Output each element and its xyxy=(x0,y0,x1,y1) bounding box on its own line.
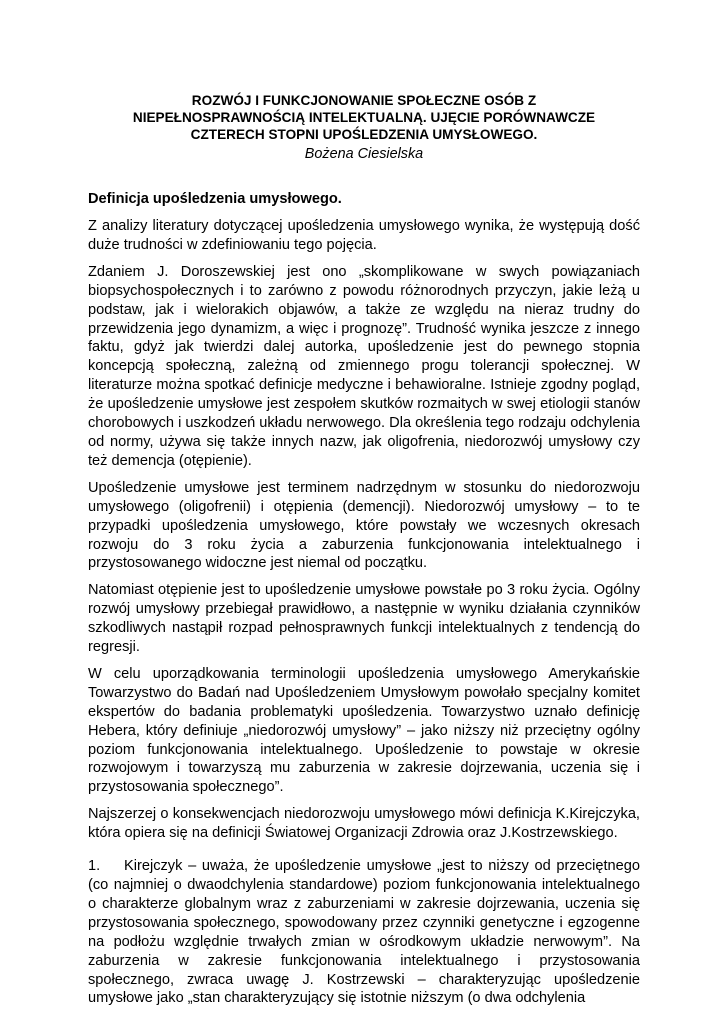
paragraph: Upośledzenie umysłowe jest terminem nadrzędnym w stosunku do niedorozwoju umysłowego (oligofrenii) i otępienia (demencji). Niedorozwój umysłowy – to te przypadki upośledzenia umysłowego, które powstały we wczesnych okresach rozwoju do 3 roku życia a zaburzenia funkcjonowania intelektualnego i przystosowanego widoczne jest niemal od początku. xyxy=(88,479,640,572)
item-number: 1. xyxy=(88,858,101,875)
numbered-item xyxy=(88,857,640,1008)
title-line-3: CZTERECH STOPNI UPOŚLEDZENIA UMYSŁOWEGO. xyxy=(190,127,538,142)
paragraph: Zdaniem J. Doroszewskiej jest ono „skomplikowane w swych powiązaniach biopsychospołecznych i to zarówno z powodu różnorodnych przyczyn, jakie leżą u podstaw, jak i wielorakich objawów, a także ze względu na nieraz trudny do przewidzenia jego dynamizm, a więc i prognozę”. Trudność wynika jeszcze z innego faktu, gdyż jak twierdzi dalej autorka, upośledzenie jest do pewnego stopnia koncepcją społeczną, zależną od zmiennego progu tolerancji społecznej. W literaturze można spotkać definicje medyczne i behawioralne. Istnieje zgodny pogląd, że upośledzenie umysłowe jest zespołem skutków rozmaitych w swej etiologii stanów chorobowych i uszkodzeń układu nerwowego. Dla określenia tego rodzaju odchylenia od normy, używa się także innych nazw, jak oligofrenia, niedorozwój umysłowy czy też demencja (otępienie). xyxy=(88,263,640,469)
paragraph: Z analizy literatury dotyczącej upośledzenia umysłowego wynika, że występują dość duże trudności w zdefiniowaniu tego pojęcia. xyxy=(88,218,640,253)
paragraph: Natomiast otępienie jest to upośledzenie umysłowe powstałe po 3 roku życia. Ogólny rozwój umysłowy przebiegał prawidłowo, a następnie w wyniku działania czynników szkodliwych nastąpił rozpad pełnosprawnych funkcji intelektualnych z tendencją do regresji. xyxy=(88,582,640,656)
document-title xyxy=(88,92,640,143)
item-text: Kirejczyk – uważa, że upośledzenie umysłowe „jest to niższy od przeciętnego (co najmniej o dwaodchylenia standardowe) poziom funkcjonowania intelektualnego o charakterze globalnym wraz z zaburzeniami w zakresie dojrzewania, uczenia się przystosowania społecznego, spowodowany przez czynniki genetyczne i egzogenne na podłożu względnie trwałych zmian w ośrodkowym układzie nerwowym”. Na zaburzenia w zakresie funkcjonowania intelektualnego i przystosowania społecznego, zwraca uwagę J. Kostrzewski – charakteryzując upośledzenie umysłowe jako „stan charakteryzujący się istotnie niższym (o dwa odchylenia xyxy=(88,858,640,1007)
section-heading: Definicja upośledzenia umysłowego. xyxy=(88,191,342,207)
author-name: Bożena Ciesielska xyxy=(304,146,424,162)
title-line-2: NIEPEŁNOSPRAWNOŚCIĄ INTELEKTUALNĄ. UJĘCIE PORÓWNAWCZE xyxy=(132,110,596,125)
paragraph: Najszerzej o konsekwencjach niedorozwoju umysłowego mówi definicja K.Kirejczyka, która opiera się na definicji Światowej Organizacji Zdrowia oraz J.Kostrzewskiego. xyxy=(88,806,640,842)
document-page xyxy=(88,92,640,1016)
paragraph: W celu uporządkowania terminologii upośledzenia umysłowego Amerykańskie Towarzystwo do Badań nad Upośledzeniem Umysłowym powołało specjalny komitet ekspertów do badania problematyki upośledzenia. Towarzystwo uznało definicję Hebera, który definiuje „niedorozwój umysłowy” – jako niższy niż przeciętny ogólny poziom funkcjonowania intelektualnego. Upośledzenie to powstaje w okresie rozwojowym i towarzyszą mu zaburzenia w zakresie dojrzewania, uczenia się i przystosowania społecznego”. xyxy=(88,665,640,796)
title-line-1: ROZWÓJ I FUNKCJONOWANIE SPOŁECZNE OSÓB Z xyxy=(191,93,537,108)
